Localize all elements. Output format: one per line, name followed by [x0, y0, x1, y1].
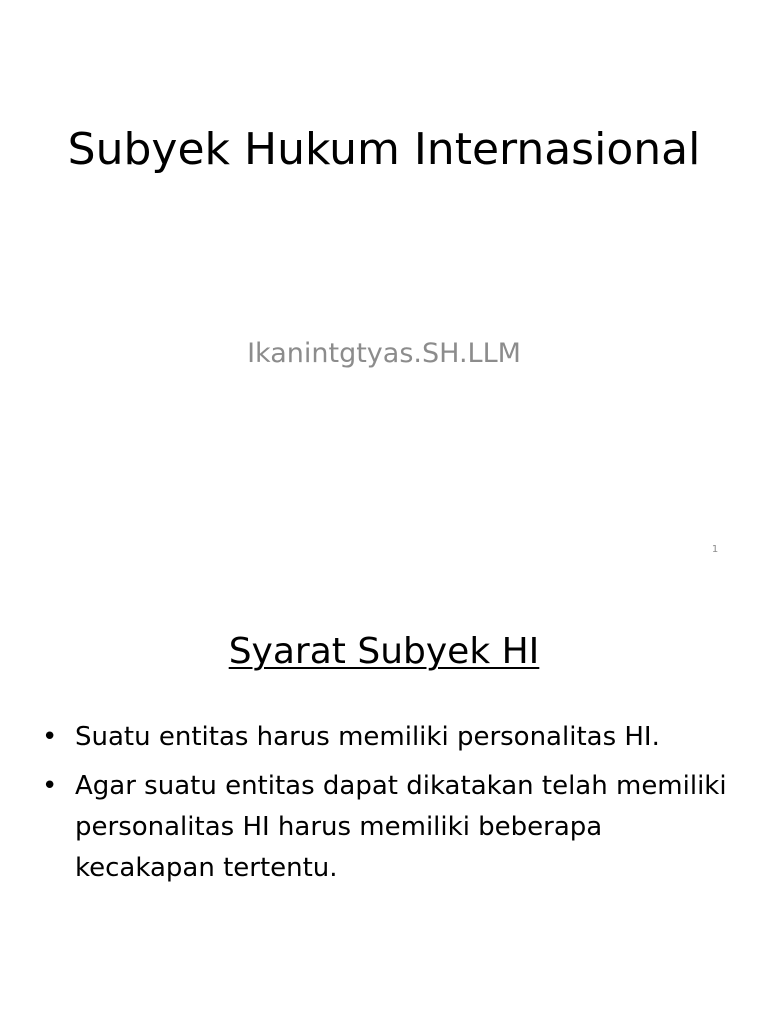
slide-title: Subyek Hukum Internasional [67, 124, 701, 175]
slide-heading: Syarat Subyek HI [228, 631, 540, 672]
slide-subtitle-author: Ikanintgtyas.SH.LLM [247, 338, 521, 369]
bullet-item [40, 766, 740, 889]
content-slide [0, 576, 768, 1024]
slide-number: 1 [711, 544, 719, 555]
bullet-text: Agar suatu entitas dapat dikatakan telah memiliki personalitas HI harus memiliki beberapa kecakapan tertentu. [75, 771, 727, 883]
bullet-list [40, 717, 740, 897]
bullet-text: Suatu entitas harus memiliki personalitas HI. [75, 722, 660, 752]
bullet-item [40, 717, 740, 758]
bullet-dot-icon: • [42, 771, 58, 801]
bullet-dot-icon: • [42, 722, 58, 752]
